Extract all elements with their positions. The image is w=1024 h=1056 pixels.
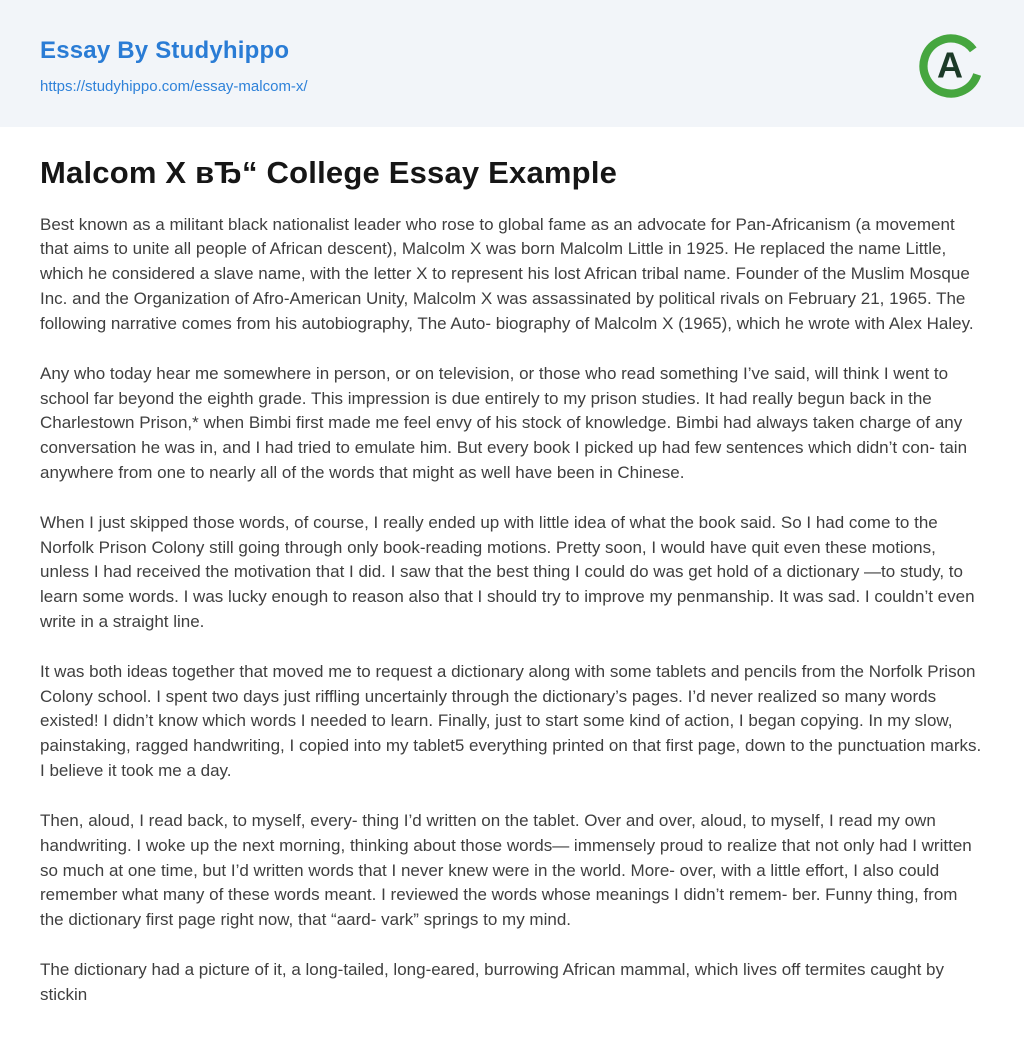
paragraph-4: It was both ideas together that moved me to request a dictionary along with some tablets and pencils from the Norfolk Prison Colony school. I spent two days just riffling uncertainly through the dictionary’s pages. I’d never realized so many words existed! I didn’t know which words I needed to learn. Finally, just to start some kind of action, I began copying. In my slow, painstaking, ragged handwriting, I copied into my tablet5 everything printed on that first page, down to the punctuation marks. I believe it took me a day. (40, 661, 982, 781)
paragraph-1: Best known as a militant black nationalist leader who rose to global fame as an advocate for Pan-Africanism (a movement that aims to unite all people of African descent), Malcolm X was born Malcolm Little in 1925. He replaced the name Little, which he considered a slave name, with the letter X to represent his lost African tribal name. Founder of the Muslim Mosque Inc. and the Organization of Afro-American Unity, Malcolm X was assassinated by political rivals on February 21, 1965. The following narrative comes from his autobiography, The Auto- biography of Malcolm X (1965), which he wrote with Alex Haley. (40, 214, 974, 333)
page-header (0, 0, 1024, 127)
logo-letter: A (936, 43, 963, 85)
site-title: Essay By Studyhippo (40, 36, 290, 64)
page-url-link[interactable]: https://studyhippo.com/essay-malcom-x/ (40, 77, 308, 95)
article (0, 127, 1024, 1056)
paragraph-6: The dictionary had a picture of it, a long-tailed, long-eared, burrowing African mammal, which lives off termites caught by stickin (40, 959, 944, 1004)
paragraph-2: Any who today hear me somewhere in person, or on television, or those who read something I’ve said, will think I went to school far beyond the eighth grade. This impression is due entirely to my prison studies. It had really begun back in the Charlestown Prison,* when Bimbi first made me feel envy of his stock of knowledge. Bimbi had always taken charge of any conversation he was in, and I had tried to emulate him. But every book I picked up had few sentences which didn’t con- tain anywhere from one to nearly all of the words that might as well have been in Chinese. (40, 363, 968, 482)
studyhippo-logo (918, 33, 984, 99)
paragraph-5: Then, aloud, I read back, to myself, every- thing I’d written on the tablet. Over and over, aloud, to myself, I read my own handwriting. I woke up the next morning, thinking about those words— immensely proud to realize that not only had I written so much at one time, but I’d written words that I never knew were in the world. More- over, with a little effort, I also could remember what many of these words meant. I reviewed the words whose meanings I didn’t remem- ber. Funny thing, from the dictionary first page right now, that “aard- vark” springs to my mind. (40, 810, 972, 930)
header-text (40, 37, 308, 95)
page-title: Malcom X вЂ“ College Essay Example (40, 155, 618, 190)
paragraph-3: When I just skipped those words, of course, I really ended up with little idea of what the book said. So I had come to the Norfolk Prison Colony still going through only book-reading motions. Pretty soon, I would have quit even these motions, unless I had received the motivation that I did. I saw that the best thing I could do was get hold of a dictionary —to study, to learn some words. I was lucky enough to reason also that I should try to improve my penmanship. It was sad. I couldn’t even write in a straight line. (40, 512, 975, 632)
